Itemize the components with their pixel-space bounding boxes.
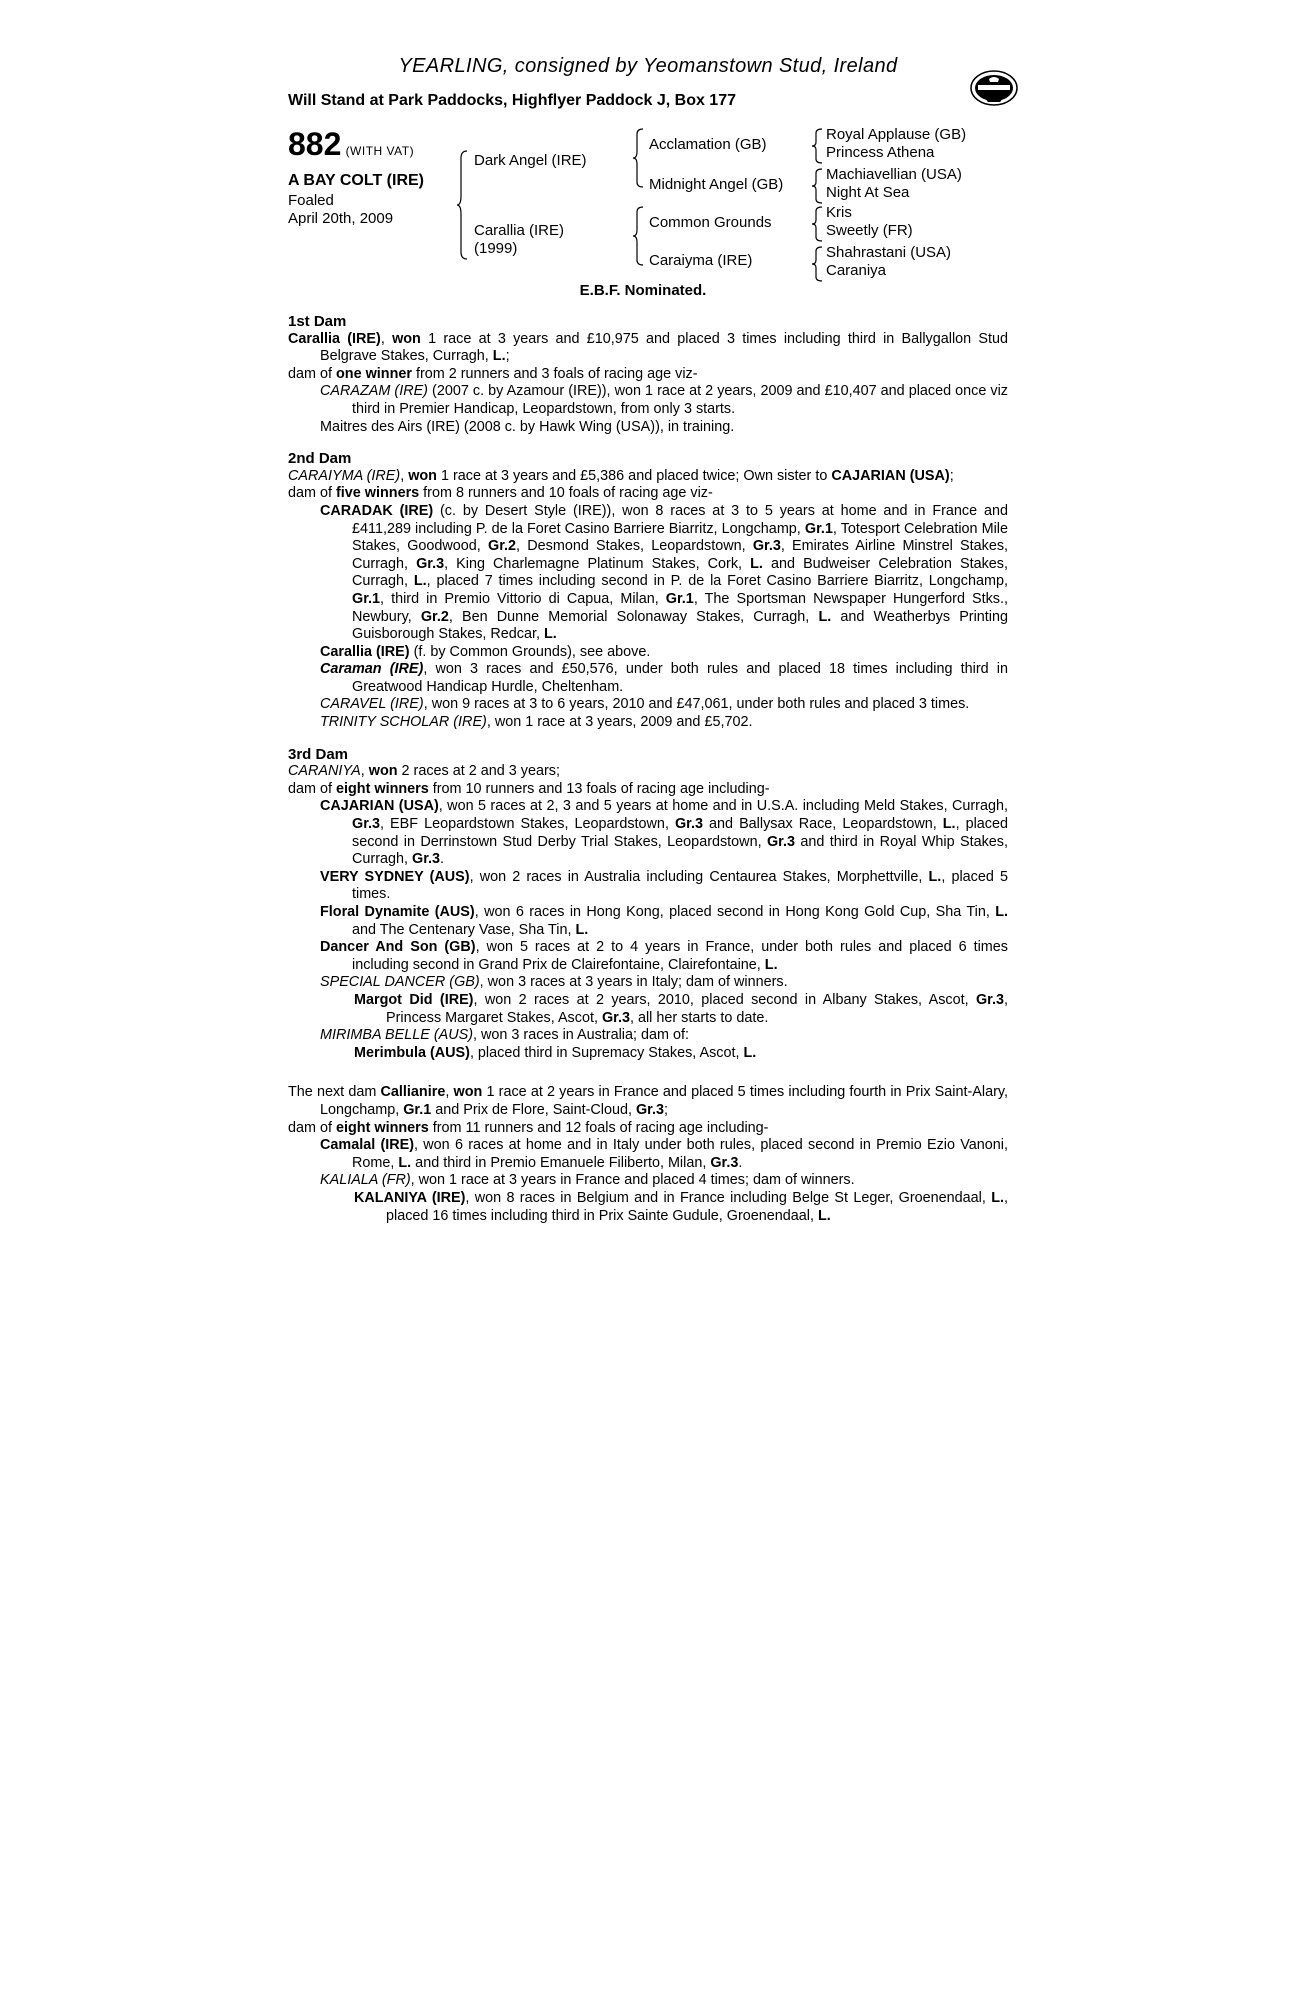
text-run: (f. by Common Grounds), see above. bbox=[409, 643, 651, 660]
dam-record bbox=[288, 763, 1008, 781]
text-run: CAJARIAN (USA) bbox=[320, 798, 439, 815]
text-run: TRINITY SCHOLAR (IRE) bbox=[320, 714, 487, 731]
foaled-date: April 20th, 2009 bbox=[288, 210, 394, 227]
text-run: ; bbox=[505, 348, 510, 365]
next-dam-section bbox=[288, 1084, 1008, 1225]
text-run: Gr.3 bbox=[710, 1154, 739, 1171]
text-run: and third in Premio Emanuele Filiberto, Milan, bbox=[411, 1154, 711, 1171]
text-run: , EBF Leopardstown Stakes, Leopardstown, bbox=[380, 816, 675, 833]
text-run: L. bbox=[743, 1044, 757, 1061]
dss-name: Kris bbox=[826, 204, 852, 221]
text-run: Callianire bbox=[380, 1084, 446, 1101]
foaled-label: Foaled bbox=[288, 192, 334, 209]
text-run: L. bbox=[413, 573, 427, 590]
lot-number: 882 bbox=[288, 126, 342, 162]
text-run: from 11 runners and 12 foals of racing age including- bbox=[428, 1119, 769, 1136]
text-run: from 10 runners and 13 foals of racing age including- bbox=[428, 780, 770, 797]
text-run: , bbox=[445, 1084, 454, 1101]
dsd-name: Sweetly (FR) bbox=[826, 222, 913, 239]
text-run: Carallia (IRE) bbox=[320, 643, 410, 660]
section-heading: 3rd Dam bbox=[288, 745, 349, 763]
text-run: Merimbula (AUS) bbox=[354, 1044, 470, 1061]
text-run: Gr.1 bbox=[804, 520, 833, 537]
text-run: one winner bbox=[336, 365, 412, 382]
second-dam-section bbox=[288, 450, 1008, 732]
brace-icon bbox=[632, 128, 644, 188]
text-run: 2 races at 2 and 3 years; bbox=[397, 763, 560, 780]
text-run: CARAIYMA (IRE) bbox=[288, 467, 401, 484]
sds-name: Machiavellian (USA) bbox=[826, 166, 962, 183]
brace-icon bbox=[811, 246, 823, 282]
pedigree-table bbox=[288, 126, 1008, 286]
dam-produce-summary bbox=[288, 485, 1008, 503]
text-run: Gr.3 bbox=[766, 833, 795, 850]
text-run: , won 1 race at 3 years in France and placed 4 times; dam of winners. bbox=[410, 1172, 855, 1189]
produce-entry bbox=[288, 503, 1008, 644]
text-run: Dancer And Son (GB) bbox=[320, 939, 476, 956]
brace-icon bbox=[811, 168, 823, 204]
ddd-name: Caraniya bbox=[826, 262, 887, 279]
brace-icon bbox=[456, 150, 468, 260]
text-run: won bbox=[392, 330, 421, 347]
text-run: , won 6 races in Hong Kong, placed second in Hong Kong Gold Cup, Sha Tin, bbox=[474, 904, 996, 920]
text-run: and Weatherbys Printing Guisborough Stakes, Redcar, bbox=[352, 608, 1008, 643]
text-run: dam of bbox=[288, 1119, 336, 1136]
sss-name: Royal Applause (GB) bbox=[826, 126, 967, 143]
produce-entry bbox=[288, 644, 1008, 662]
produce-entry bbox=[288, 1137, 1008, 1172]
produce-entry bbox=[288, 1172, 1008, 1190]
horse-name: A BAY COLT (IRE) bbox=[288, 172, 425, 189]
text-run: , won 2 races at 2 years, 2010, placed second in Albany Stakes, Ascot, bbox=[473, 991, 976, 1008]
text-run: , placed 5 times. bbox=[352, 868, 1008, 903]
produce-entry bbox=[288, 1027, 1008, 1045]
text-run: . bbox=[440, 851, 445, 868]
produce-entry bbox=[288, 974, 1008, 992]
dam-record bbox=[288, 468, 1008, 486]
text-run: five winners bbox=[336, 485, 420, 502]
text-run: L. bbox=[942, 816, 956, 833]
text-run: eight winners bbox=[336, 780, 429, 797]
produce-entry bbox=[288, 696, 1008, 714]
text-run: , won 8 races in Belgium and in France including Belge St Leger, Groenendaal, bbox=[465, 1189, 992, 1206]
text-run: and Budweiser Celebration Stakes, Curragh, bbox=[352, 555, 1008, 590]
text-run: won bbox=[368, 763, 398, 780]
text-run: ; bbox=[949, 467, 954, 484]
text-run: ; bbox=[664, 1101, 668, 1118]
sire-dam-name: Midnight Angel (GB) bbox=[649, 176, 784, 193]
text-run: , Princess Margaret Stakes, Ascot, bbox=[386, 991, 1008, 1026]
text-run: L. bbox=[995, 904, 1008, 920]
text-run: SPECIAL DANCER (GB) bbox=[320, 974, 480, 991]
text-run: Gr.3 bbox=[352, 816, 381, 833]
text-run: L. bbox=[764, 956, 778, 973]
text-run: 1 race at 3 years and £5,386 and placed twice; Own sister to bbox=[436, 467, 832, 484]
text-run: , placed third in Supremacy Stakes, Ascot, bbox=[469, 1044, 744, 1061]
dam-produce-summary bbox=[288, 366, 1008, 384]
text-run: 1 race at 3 years and £10,975 and placed 3 times including third in Ballygallon Stud Belgrave Stakes, Curragh, bbox=[320, 330, 1008, 365]
dam-produce-summary bbox=[288, 1120, 1008, 1138]
text-run: Gr.2 bbox=[420, 608, 449, 625]
consignment-title: YEARLING, consigned by Yeomanstown Stud, Ireland bbox=[398, 55, 898, 77]
first-dam-section bbox=[288, 313, 1008, 436]
produce-entry bbox=[288, 798, 1008, 868]
text-run: Gr.3 bbox=[674, 816, 703, 833]
produce-entry bbox=[288, 939, 1008, 974]
text-run: and Prix de Flore, Saint-Cloud, bbox=[431, 1101, 636, 1118]
section-heading: 2nd Dam bbox=[288, 450, 352, 468]
text-run: L. bbox=[817, 1207, 831, 1224]
text-run: from 2 runners and 3 foals of racing age viz- bbox=[411, 365, 698, 382]
dds-name: Shahrastani (USA) bbox=[826, 244, 952, 261]
text-run: The next dam bbox=[288, 1084, 381, 1101]
text-run: Gr.1 bbox=[665, 590, 694, 607]
text-run: , Emirates Airline Minstrel Stakes, Curragh, bbox=[352, 538, 1009, 572]
ebf-nominated: E.B.F. Nominated. bbox=[579, 282, 707, 299]
text-run: , won 2 races in Australia including Centaurea Stakes, Morphettville, bbox=[469, 868, 929, 885]
text-run: , placed 16 times including third in Prix Sainte Gudule, Groenendaal, bbox=[386, 1189, 1008, 1224]
brace-icon bbox=[811, 128, 823, 164]
dam-produce-summary bbox=[288, 781, 1008, 799]
sire-name: Dark Angel (IRE) bbox=[474, 152, 587, 169]
text-run: dam of bbox=[288, 780, 336, 797]
text-run: KALANIYA (IRE) bbox=[354, 1189, 466, 1206]
text-run: L. bbox=[398, 1154, 412, 1171]
text-run: won bbox=[453, 1084, 483, 1101]
text-run: CARANIYA bbox=[288, 763, 361, 780]
text-run: CARADAK (IRE) bbox=[320, 502, 434, 519]
text-run: , won 5 races at 2 to 4 years in France, under both rules and placed 6 times including second in Grand Prix de Clairefontaine, Clairefontaine, bbox=[352, 939, 1008, 973]
grand-produce-entry bbox=[288, 992, 1008, 1027]
text-run: L. bbox=[750, 555, 763, 572]
produce-entry bbox=[288, 714, 1008, 732]
text-run: CARAZAM (IRE) bbox=[320, 383, 428, 400]
text-run: and The Centenary Vase, Sha Tin, bbox=[352, 921, 576, 938]
dam-record bbox=[288, 1084, 1008, 1119]
text-run: Gr.3 bbox=[412, 851, 441, 868]
text-run: , King Charlemagne Platinum Stakes, Cork, bbox=[444, 555, 751, 572]
vat-note: (WITH VAT) bbox=[345, 144, 415, 158]
lot-number-line bbox=[288, 126, 414, 163]
dam-name: Carallia (IRE) bbox=[474, 222, 565, 239]
text-run: Gr.3 bbox=[635, 1101, 664, 1118]
text-run: Camalal (IRE) bbox=[320, 1137, 415, 1154]
text-run: Gr.3 bbox=[752, 538, 781, 555]
text-run: , Desmond Stakes, Leopardstown, bbox=[516, 538, 753, 555]
text-run: KALIALA (FR) bbox=[320, 1172, 411, 1189]
text-run: Gr.1 bbox=[352, 590, 381, 607]
text-run: , won 3 races in Australia; dam of: bbox=[473, 1027, 689, 1044]
text-run: L. bbox=[543, 626, 557, 643]
text-run: , won 3 races and £50,576, under both rules and placed 18 times including third in Greatwood Handicap Hurdle, Cheltenham. bbox=[352, 661, 1008, 695]
brace-icon bbox=[811, 206, 823, 242]
text-run: from 8 runners and 10 foals of racing age viz- bbox=[419, 485, 713, 502]
text-run: , Totesport Celebration Mile Stakes, Goodwood, bbox=[352, 520, 1008, 555]
text-run: Gr.3 bbox=[416, 555, 445, 572]
section-heading: 1st Dam bbox=[288, 313, 347, 330]
text-run: eight winners bbox=[336, 1119, 429, 1136]
text-run: Caraman (IRE) bbox=[320, 661, 424, 678]
text-run: . bbox=[738, 1154, 743, 1171]
text-run: Gr.3 bbox=[601, 1009, 630, 1026]
produce-entry bbox=[288, 661, 1008, 696]
text-run: , bbox=[380, 330, 393, 347]
sire-sire-name: Acclamation (GB) bbox=[649, 136, 767, 153]
text-run: L. bbox=[575, 921, 589, 938]
text-run: won bbox=[408, 467, 437, 484]
grand-produce-entry bbox=[288, 1190, 1008, 1225]
text-run: dam of bbox=[288, 365, 336, 382]
sdd-name: Night At Sea bbox=[826, 184, 910, 201]
text-run: , won 3 races at 3 years in Italy; dam of winners. bbox=[479, 974, 788, 991]
text-run: , third in Premio Vittorio di Capua, Milan, bbox=[380, 590, 666, 607]
stand-location: Will Stand at Park Paddocks, Highflyer Paddock J, Box 177 bbox=[288, 92, 736, 109]
produce-entry bbox=[288, 869, 1008, 904]
produce-entry: Maitres des Airs (IRE) (2008 c. by Hawk Wing (USA)), in training. bbox=[320, 418, 735, 435]
catalogue-page bbox=[288, 55, 1008, 1225]
text-run: , all her starts to date. bbox=[629, 1009, 769, 1026]
text-run: L. bbox=[991, 1189, 1004, 1206]
text-run: , placed second in Derrinstown Stud Derby Trial Stakes, Leopardstown, bbox=[352, 816, 1009, 850]
text-run: , bbox=[360, 763, 369, 780]
text-run: , Ben Dunne Memorial Solonaway Stakes, Curragh, bbox=[448, 608, 819, 625]
dam-year: (1999) bbox=[474, 240, 518, 257]
text-run: L. bbox=[492, 348, 506, 365]
text-run: (2007 c. by Azamour (IRE)), won 1 race at 2 years, 2009 and £10,407 and placed once viz third in Premier Handicap, Leopardstown, from only 3 starts. bbox=[352, 383, 1008, 417]
text-run: L. bbox=[928, 868, 942, 885]
text-run: Gr.1 bbox=[403, 1101, 432, 1118]
text-run: CAJARIAN (USA) bbox=[831, 467, 950, 484]
third-dam-section bbox=[288, 746, 1008, 1063]
ssd-name: Princess Athena bbox=[826, 144, 935, 161]
stud-logo-icon bbox=[970, 69, 1018, 107]
text-run: Floral Dynamite (AUS) bbox=[320, 904, 475, 920]
brace-icon bbox=[632, 206, 644, 266]
text-run: dam of bbox=[288, 485, 336, 502]
text-run: and third in Royal Whip Stakes, Curragh, bbox=[352, 833, 1008, 868]
text-run: VERY SYDNEY (AUS) bbox=[320, 868, 470, 885]
text-run: , placed 7 times including second in P. de la Foret Casino Barriere Biarritz, Longchamp, bbox=[426, 573, 1008, 590]
dam-dam-name: Caraiyma (IRE) bbox=[649, 252, 753, 269]
grand-produce-entry bbox=[288, 1045, 1008, 1063]
dam-sire-name: Common Grounds bbox=[649, 214, 772, 231]
text-run: , won 1 race at 3 years, 2009 and £5,702. bbox=[486, 714, 753, 731]
dam-record bbox=[288, 331, 1008, 366]
text-run: MIRIMBA BELLE (AUS) bbox=[320, 1027, 473, 1044]
text-run: Gr.2 bbox=[488, 538, 517, 555]
text-run: 1 race at 2 years in France and placed 5 times including fourth in Prix Saint-Alary, Longchamp, bbox=[320, 1084, 1008, 1118]
text-run: (c. by Desert Style (IRE)), won 8 races at 3 to 5 years at home and in France and £411,289 including P. de la Foret Casino Barriere Biarritz, Longchamp, bbox=[352, 502, 1008, 537]
text-run: Carallia (IRE) bbox=[288, 330, 381, 347]
text-run: , bbox=[400, 467, 409, 484]
text-run: , The Sportsman Newspaper Hungerford Stks., Newbury, bbox=[352, 590, 1008, 625]
produce-entry bbox=[288, 383, 1008, 418]
text-run: and Ballysax Race, Leopardstown, bbox=[703, 816, 943, 833]
text-run: Gr.3 bbox=[975, 991, 1004, 1008]
text-run: Margot Did (IRE) bbox=[354, 991, 474, 1008]
text-run: CARAVEL (IRE) bbox=[320, 696, 424, 713]
text-run: L. bbox=[818, 608, 832, 625]
text-run: , won 6 races at home and in Italy under both rules, placed second in Premio Ezio Vanoni, Rome, bbox=[352, 1137, 1008, 1171]
text-run: , won 9 races at 3 to 6 years, 2010 and £47,061, under both rules and placed 3 times. bbox=[423, 696, 970, 713]
text-run: , won 5 races at 2, 3 and 5 years at home and in U.S.A. including Meld Stakes, Curragh, bbox=[438, 798, 1008, 815]
produce-entry bbox=[288, 904, 1008, 939]
